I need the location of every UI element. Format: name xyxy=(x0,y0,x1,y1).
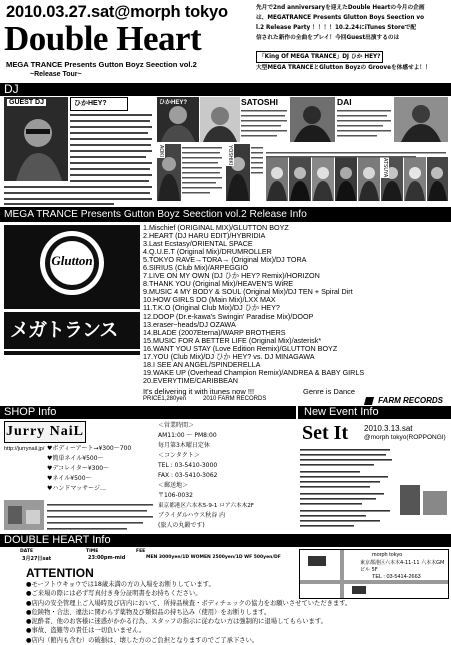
attention-line: ●モーフトウキョウでは18歳未満の方の入場をお断りしています。 xyxy=(26,581,215,588)
dj-photo-strip-6 xyxy=(404,157,426,201)
dj-section-header xyxy=(0,83,451,96)
shop-menu-item: ♥ネイル¥500〜 xyxy=(47,475,92,482)
dj-photo-dai-2 xyxy=(394,97,448,142)
date-value: 3月27日sat xyxy=(22,556,52,562)
track-item: 10.HOW GIRLS DO (Main Mix)/LXX MAX xyxy=(143,295,276,305)
track-item: 14.BLADE (2007Eterna)/WARP BROTHERS xyxy=(143,327,286,337)
satoshi-name-panel xyxy=(241,97,289,142)
shop-hours-line: 〒106-0032 xyxy=(158,492,193,499)
satoshi-name: SATOSHI xyxy=(241,97,278,107)
track-item: 16.WANT YOU STAY (Love Edition Remix)/GLUTTON BOYZ xyxy=(143,343,338,353)
shop-hours-line: ＜郵送地＞ xyxy=(158,482,189,489)
intro-line: 大型MEGA TRANCEとGlutton Boyzの Grooveを体感せよ！！ xyxy=(256,65,431,71)
intro-line: 先月で2nd anniversaryを迎えたDouble Heartの今月の企画 xyxy=(256,5,425,11)
shop-menu-item: ♥ボディーアート→¥300〜700 xyxy=(47,445,132,452)
dj-photo-aoki xyxy=(157,144,181,201)
attention-line: ●危険物・合法、違法に関わらず薬物及び類似品の持ち込み（使用）をお断りします。 xyxy=(26,608,271,616)
tracklist xyxy=(143,224,448,386)
label-line: 2010 FARM RECORDS xyxy=(203,396,267,402)
fee-value: MEN 3000yen/1D WOMEN 2500yen/1D WF 500yen/DF xyxy=(146,555,281,560)
intro-line: は、MEGATRANCE Presents Glutton Boys Seection vo xyxy=(256,15,424,21)
shop-name: Jurry NaiL xyxy=(5,424,85,439)
track-item: 2.HEART (DJ HARU EDIT)/HYBRIDIA xyxy=(143,231,266,241)
dj-photo-atsuya xyxy=(381,157,403,201)
track-item: 20.EVERYTIME/CARIBBEAN xyxy=(143,375,238,385)
yoshiki-bio xyxy=(251,144,265,201)
track-item: 15.MUSIC FOR A BETTER LIFE (Original Mix)/asterisk* xyxy=(143,335,322,345)
intro-line: 信された新作の全曲をプレイ！今回Guest出演するのは xyxy=(256,35,400,41)
track-item: 1.Mischief (ORIGINAL MIX)/GLUTTON BOYZ xyxy=(143,223,289,232)
shop-hours-line: 東京都港区六本木5-9-1 ロア六本木2F xyxy=(158,503,254,509)
track-item: 8.THANK YOU (Original Mix)/HEAVEN'S WiRE xyxy=(143,279,294,289)
aoki-bio xyxy=(182,144,224,201)
price-label: PRICE1,280yen xyxy=(143,396,187,402)
attention-list xyxy=(26,580,416,644)
shop-hours-line: (旅人の丸鍛です) xyxy=(158,522,205,529)
shop-hours-line: ブライダルハウス秋谷 内 xyxy=(158,512,226,519)
release-header-label: MEGA TRANCE Presents Gutton Boyz Seection vol.2 Release Info xyxy=(4,209,307,220)
event-date-line: 2010.03.27.sat@morph tokyo xyxy=(6,3,228,21)
release-tour-label: ~Release Tour~ xyxy=(30,71,82,78)
double-heart-info-header xyxy=(0,534,451,547)
cover-title-text: メガトランス xyxy=(10,319,118,341)
attention-title: ATTENTION xyxy=(26,566,94,580)
new-event-venue: @morph tokyo(ROPPONGI) xyxy=(364,434,446,441)
track-item: 13.eraser~heads/DJ OZAWA xyxy=(143,319,236,329)
release-section-header xyxy=(0,207,451,222)
shop-menu-item: ♥簡単ネイル¥500〜 xyxy=(47,455,104,462)
new-event-panel xyxy=(298,419,451,534)
track-item: 4.Q.U.E.T (Original Mix)/DRUMROLLER xyxy=(143,247,272,257)
dj-photo-strip-7 xyxy=(427,157,448,201)
shop-hours-line: FAX : 03-5410-3062 xyxy=(158,472,218,479)
venue-tel: TEL : 03-5414-2663 xyxy=(372,574,421,580)
aoki-label: AOKI xyxy=(158,145,164,157)
shop-menu-item: ♥デコレイター¥300〜 xyxy=(47,465,110,472)
itunes-note: It's delivering it with itunes now !!! xyxy=(143,387,255,396)
track-item: 7.LIVE ON MY OWN (DJ ひか HEY? Remix)/HORIZON xyxy=(143,271,320,281)
genre-note: Genre is Dance xyxy=(303,387,356,396)
dj-photo-strip-5 xyxy=(358,157,380,201)
venue-name: morph tokyo xyxy=(372,552,403,558)
shop-hours-line: AM11:00 〜 PM8:00 xyxy=(158,432,217,439)
dj-photo-strip-1 xyxy=(266,157,288,201)
shop-hours xyxy=(158,421,296,533)
dj-strip-caption xyxy=(266,145,448,155)
track-item: 18.I SEE AN ANGEL/SPINDERELLA xyxy=(143,359,261,369)
shop-hours-line: TEL : 03-5410-3000 xyxy=(158,462,218,469)
dj-header-label: DJ xyxy=(4,82,19,96)
atsuya-label: ATSUYA xyxy=(382,158,388,178)
attention-line: ●事故、盗難等の責任は一切負いません。 xyxy=(26,627,146,635)
dj-photo-strip-4 xyxy=(335,157,357,201)
shop-menu-item: ♥ハンドマッサージ… xyxy=(47,485,107,492)
dj-photo-dai xyxy=(290,97,335,142)
new-event-details-lines xyxy=(300,447,450,531)
track-item: 9.MUSIC 4 MY BODY & SOUL (Original Mix)/DJ TEN + Spiral Dirt xyxy=(143,287,353,297)
shop-header-label: SHOP Info xyxy=(4,406,57,418)
track-item: 5.TOKYO RAVE→TORA→ (Original Mix)/DJ TORA xyxy=(143,255,307,265)
attention-line: ●店内の安全管理上ご入場時及び店内において、所持品検査・ボディチェックの協力をお願いさせていただきます。 xyxy=(26,599,352,607)
dai-name: DAI xyxy=(337,97,352,107)
shop-new-event-header xyxy=(0,406,451,419)
farm-records-text: FARM RECORDS xyxy=(378,396,443,405)
venue-address: 東京都港区六本木4-11-11 六本木GMビル 5F xyxy=(360,560,445,573)
double-heart-info-label: DOUBLE HEART Info xyxy=(4,534,111,546)
track-item: 3.Last Ecstasy/ORIENTAL SPACE xyxy=(143,239,253,249)
new-event-header-divider xyxy=(296,406,298,419)
track-item: 12.DOOP (Dr.e-kawa's Swingin' Paradise Mix)/DOOP xyxy=(143,311,314,321)
intro-line: 「King Of MEGA TRANCE」DJ ひか HEY? xyxy=(256,51,383,63)
dj-logo-text: ひかHEY? xyxy=(159,100,188,106)
attention-line: ●泥酔者、他のお客様に迷惑がかかる行為、スタッフの指示に従わない方は強制的に退場してもらいます。 xyxy=(26,618,327,626)
attention-line: ●店内（館内も含む）の破損は、壊した方のご負担となりますのでご了承下さい。 xyxy=(26,636,259,644)
guest-dj-photo xyxy=(4,97,68,181)
shop-hours-line: ＜営業時間＞ xyxy=(158,422,195,429)
dj-photo-strip-3 xyxy=(312,157,334,201)
guest-dj-name-box xyxy=(70,97,128,111)
time-value: 23:00pm-mid xyxy=(88,555,126,561)
farm-records-icon xyxy=(364,397,374,405)
event-title: Double Heart xyxy=(4,19,202,58)
dj-photo-satoshi xyxy=(200,97,240,142)
guest-dj-label: GUEST DJ xyxy=(9,99,45,106)
track-item: 11.T.K.O (Original Club Mix)/DJ ひか HEY? xyxy=(143,303,280,313)
header-left xyxy=(4,3,254,83)
cover-logo-text: Glutton xyxy=(51,253,93,268)
fee-label: FEE xyxy=(136,549,146,554)
attention-line: ●ご来場の際には必ず写真付き身分証明書をお持ちください。 xyxy=(26,590,202,598)
new-event-date: 2010.3.13.sat xyxy=(364,424,413,433)
new-event-name: Set It xyxy=(302,422,349,444)
shop-hours-line: 毎月第3木曜日定休 xyxy=(158,442,210,449)
dai-name-panel xyxy=(337,97,393,142)
track-item: 6.SIRIUS (Club Mix)/ARPEGGIO xyxy=(143,263,249,273)
dj-photo-yoshiki xyxy=(226,144,250,201)
intro-text xyxy=(256,3,448,69)
album-cover xyxy=(4,225,140,355)
shop-photo xyxy=(4,500,44,530)
shop-menu xyxy=(47,444,133,500)
shop-logo-box xyxy=(4,421,86,443)
event-subtitle: MEGA TRANCE Presents Gutton Boyz Seection vol.2 xyxy=(6,60,197,69)
guest-dj-name: ひかHEY? xyxy=(74,100,107,107)
dj-photo-strip-2 xyxy=(289,157,311,201)
guest-dj-bio-bottom xyxy=(4,184,154,206)
new-event-header-label: New Event Info xyxy=(304,406,379,418)
shop-hours-line: ＜コンタクト＞ xyxy=(158,452,200,459)
time-label: TIME xyxy=(86,549,99,554)
shop-url: http://jurrynail.jp/ xyxy=(4,446,45,452)
date-label: DATE xyxy=(20,549,34,554)
shop-note-lines xyxy=(47,502,155,532)
dj-logo-box xyxy=(157,97,199,107)
yoshiki-label: YOSHIKI xyxy=(227,145,233,166)
intro-line: l.2 Release Party ！！！！10.2.24にiTunes Storeで配 xyxy=(256,25,417,31)
track-item: 19.WAKE UP (Overhead Champion Remix)/ANDREA & BABY GIRLS xyxy=(143,367,365,377)
track-item: 17.YOU (Club Mix)/DJ ひか HEY? vs. DJ MINAGAWA xyxy=(143,351,315,361)
release-footer xyxy=(143,387,448,405)
